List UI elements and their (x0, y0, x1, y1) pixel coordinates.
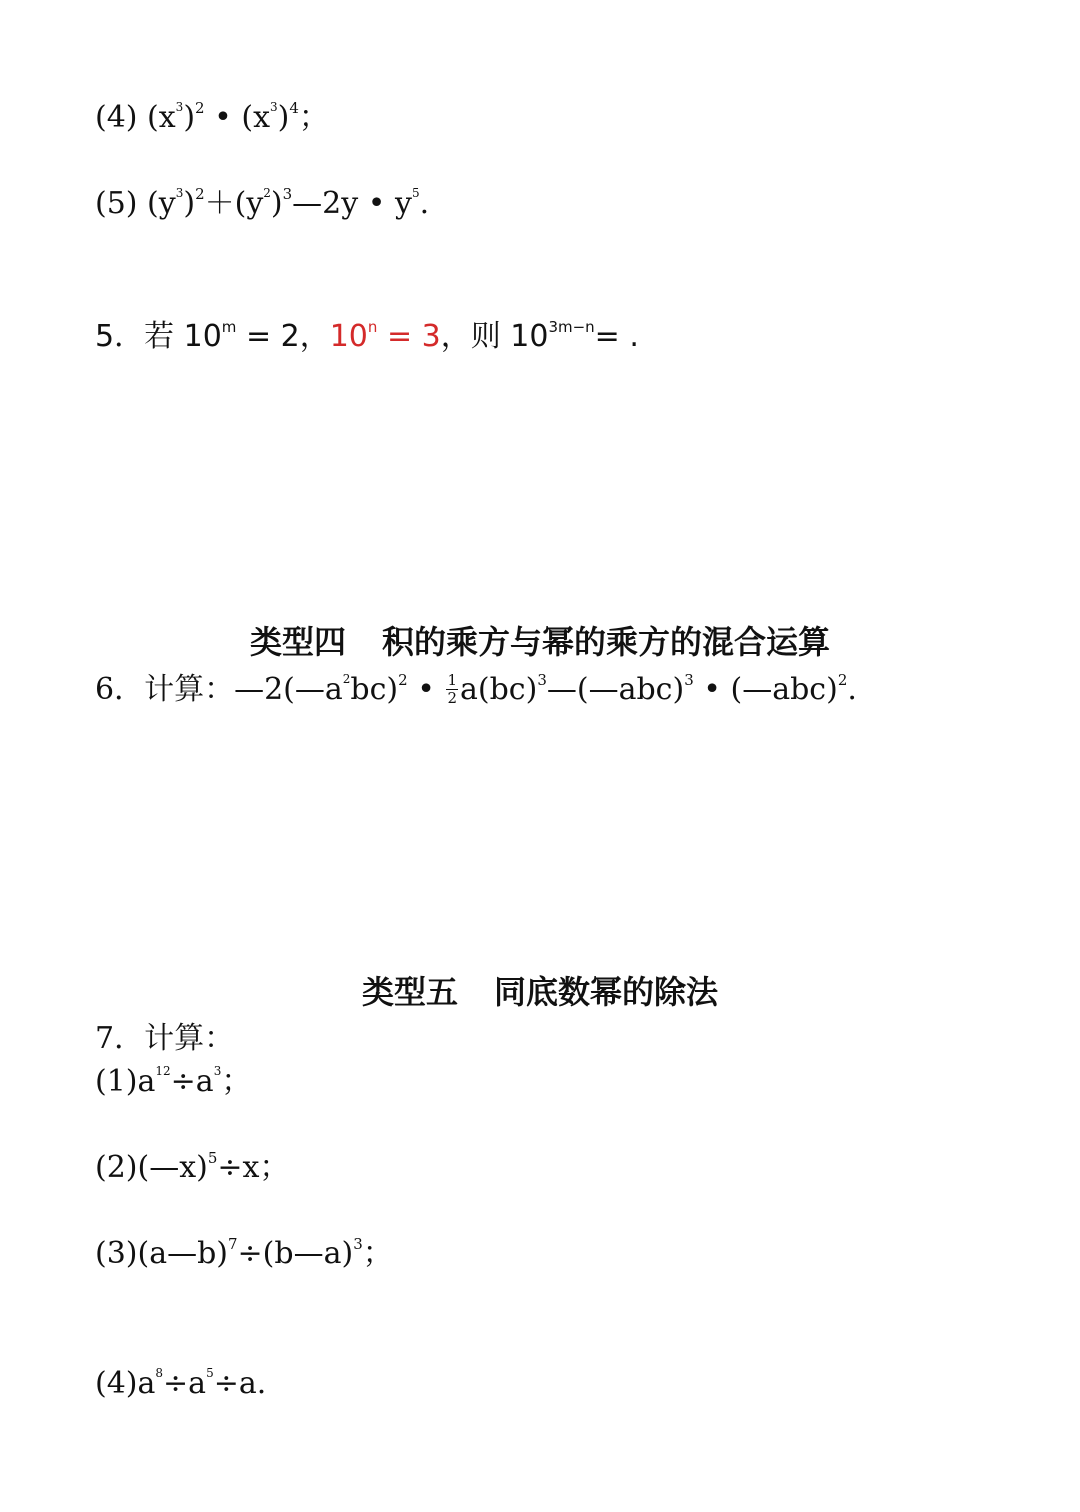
question-6: 6．计算：$—2(—a^2bc)^2$ • $\frac{1}{2}$ a(bc)$^3$—(—abc)$^3$ • (—abc)$^2$. (95, 670, 857, 707)
item-5: (5) $(y^3)^2+(y^2)^3—2y$ • $y^5$. (95, 185, 430, 221)
section-heading-4: 类型四 积的乘方与幂的乘方的混合运算 (249, 623, 831, 661)
question-7-part-1: $(1)a^{12}\div a^3$； (95, 1064, 252, 1099)
question-7-part-2: (2)(—x)$^5$÷x； (95, 1149, 290, 1185)
section-heading-5: 类型五 同底数幂的除法 (361, 973, 719, 1011)
fraction-one-half: $\frac{1}{2}$ (447, 670, 458, 707)
question-7-prompt: 7．计算： (95, 1021, 235, 1056)
question-7-part-4: $(4)a^8\div a^5\div a$. (95, 1366, 267, 1401)
item-4: (4) $(x^3)^2$ • $(x^3)^4$； (95, 99, 329, 135)
question-5: 5．若 $10^m = 2$，$10^n = 3$，则 $10^{3m-n}=$ . (95, 318, 639, 354)
question-7-part-3: (3)(a—b)$^7$÷(b—a)$^3$； (95, 1235, 393, 1271)
highlighted-condition: $10^n = 3$ (329, 318, 441, 354)
